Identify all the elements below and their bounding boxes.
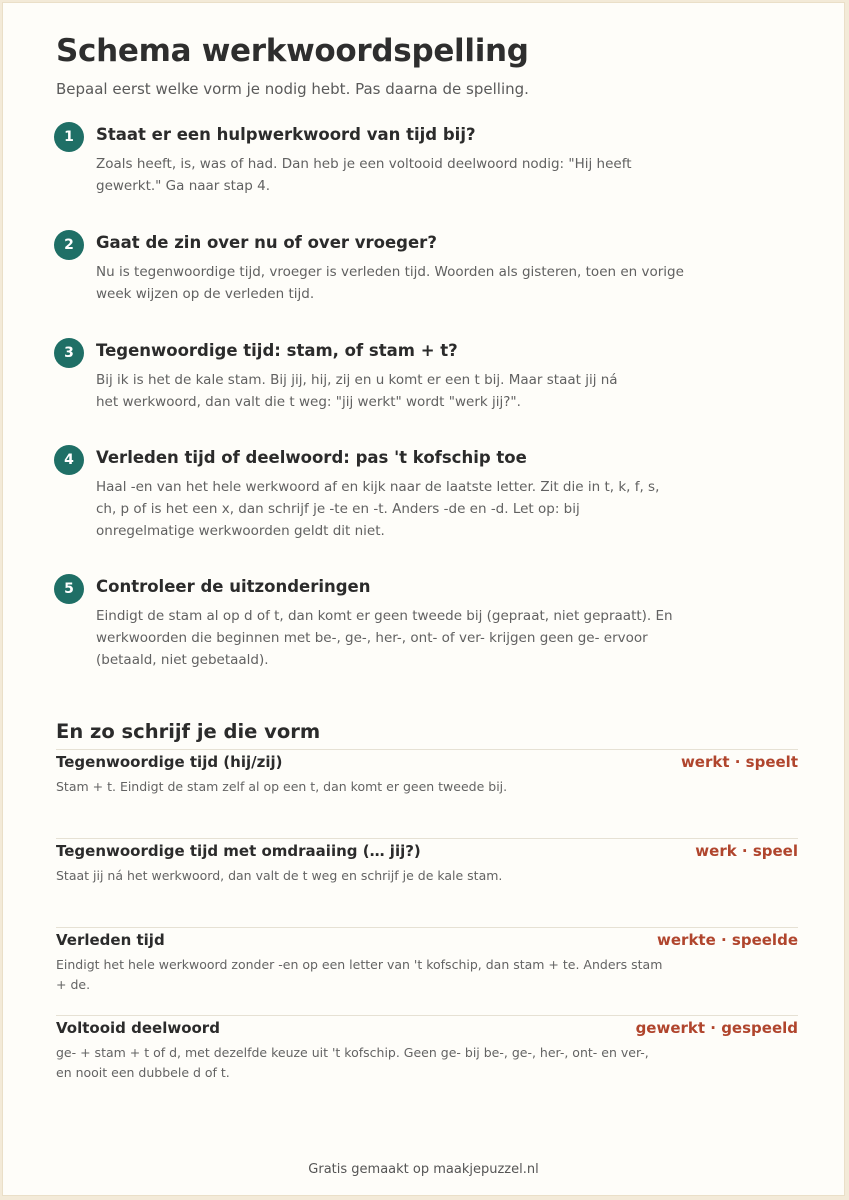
page-subtitle: Bepaal eerst welke vorm je nodig hebt. Pas daarna de spelling. bbox=[56, 80, 529, 98]
form-title: Verleden tijd bbox=[56, 931, 165, 949]
step-title: Verleden tijd of deelwoord: pas 't kofschip toe bbox=[96, 448, 527, 467]
step-title: Controleer de uitzonderingen bbox=[96, 577, 371, 596]
step-number-badge: 1 bbox=[54, 122, 84, 152]
step-description-line: het werkwoord, dan valt die t weg: "jij werkt" wordt "werk jij?". bbox=[96, 394, 521, 410]
form-description-line: Eindigt het hele werkwoord zonder -en op een letter van 't kofschip, dan stam + te. Anders stam + de. bbox=[56, 957, 663, 992]
step-title: Gaat de zin over nu of over vroeger? bbox=[96, 233, 437, 252]
form-description-line: Staat jij ná het werkwoord, dan valt de t weg en schrijf je de kale stam. bbox=[56, 868, 503, 883]
form-description-line: Stam + t. Eindigt de stam zelf al op een t, dan komt er geen tweede bij. bbox=[56, 779, 508, 794]
step-number-badge: 3 bbox=[54, 338, 84, 368]
form-row-present-tense bbox=[56, 749, 798, 794]
step-description-line: Zoals heeft, is, was of had. Dan heb je een voltooid deelwoord nodig: "Hij heeft bbox=[96, 156, 632, 172]
step-description bbox=[96, 153, 632, 197]
form-example: gewerkt · gespeeld bbox=[635, 1019, 798, 1037]
form-title: Tegenwoordige tijd met omdraaiing (… jij?) bbox=[56, 842, 421, 860]
step-description-line: gewerkt." Ga naar stap 4. bbox=[96, 178, 270, 194]
form-description bbox=[56, 777, 666, 797]
form-description bbox=[56, 955, 666, 995]
step-description-line: (betaald, niet gebetaald). bbox=[96, 652, 269, 668]
step-description-line: onregelmatige werkwoorden geldt dit niet. bbox=[96, 523, 385, 539]
step-description bbox=[96, 605, 673, 671]
form-title: Tegenwoordige tijd (hij/zij) bbox=[56, 753, 283, 771]
step-title: Staat er een hulpwerkwoord van tijd bij? bbox=[96, 125, 476, 144]
step-number-badge: 5 bbox=[54, 574, 84, 604]
step-number-badge: 4 bbox=[54, 445, 84, 475]
form-row-past-tense bbox=[56, 927, 798, 992]
footer-credit: Gratis gemaakt op maakjepuzzel.nl bbox=[308, 1162, 539, 1177]
form-description bbox=[56, 1043, 666, 1083]
form-description-line: ge- + stam + t of d, met dezelfde keuze uit 't kofschip. Geen ge- bij be-, ge-, her-, ont- en ver-, bbox=[56, 1045, 649, 1060]
worksheet-page bbox=[2, 2, 845, 1196]
step-description-line: week wijzen op de verleden tijd. bbox=[96, 286, 315, 302]
step-description bbox=[96, 261, 684, 305]
form-description bbox=[56, 866, 666, 886]
form-row-present-inversion bbox=[56, 838, 798, 883]
form-row-past-participle bbox=[56, 1015, 798, 1080]
step-description-line: Haal -en van het hele werkwoord af en kijk naar de laatste letter. Zit die in t, k, f, s, bbox=[96, 479, 660, 495]
step-description-line: Bij ik is het de kale stam. Bij jij, hij, zij en u komt er een t bij. Maar staat jij ná bbox=[96, 372, 618, 388]
step-description bbox=[96, 476, 659, 542]
step-description bbox=[96, 369, 618, 413]
form-example: werkt · speelt bbox=[680, 753, 798, 771]
form-description-line: en nooit een dubbele d of t. bbox=[56, 1065, 230, 1080]
step-description-line: Nu is tegenwoordige tijd, vroeger is verleden tijd. Woorden als gisteren, toen en vorige bbox=[96, 264, 684, 280]
form-example: werkte · speelde bbox=[657, 931, 798, 949]
form-example: werk · speel bbox=[695, 842, 798, 860]
step-description-line: ch, p of is het een x, dan schrijf je -te en -t. Anders -de en -d. Let op: bij bbox=[96, 501, 580, 517]
step-description-line: Eindigt de stam al op d of t, dan komt er geen tweede bij (gepraat, niet gepraatt). En bbox=[96, 608, 673, 624]
forms-section-title: En zo schrijf je die vorm bbox=[56, 720, 321, 743]
step-title: Tegenwoordige tijd: stam, of stam + t? bbox=[96, 341, 458, 360]
page-title: Schema werkwoordspelling bbox=[56, 33, 529, 69]
step-description-line: werkwoorden die beginnen met be-, ge-, her-, ont- of ver- krijgen geen ge- ervoor bbox=[96, 630, 648, 646]
step-number-badge: 2 bbox=[54, 230, 84, 260]
form-title: Voltooid deelwoord bbox=[56, 1019, 220, 1037]
